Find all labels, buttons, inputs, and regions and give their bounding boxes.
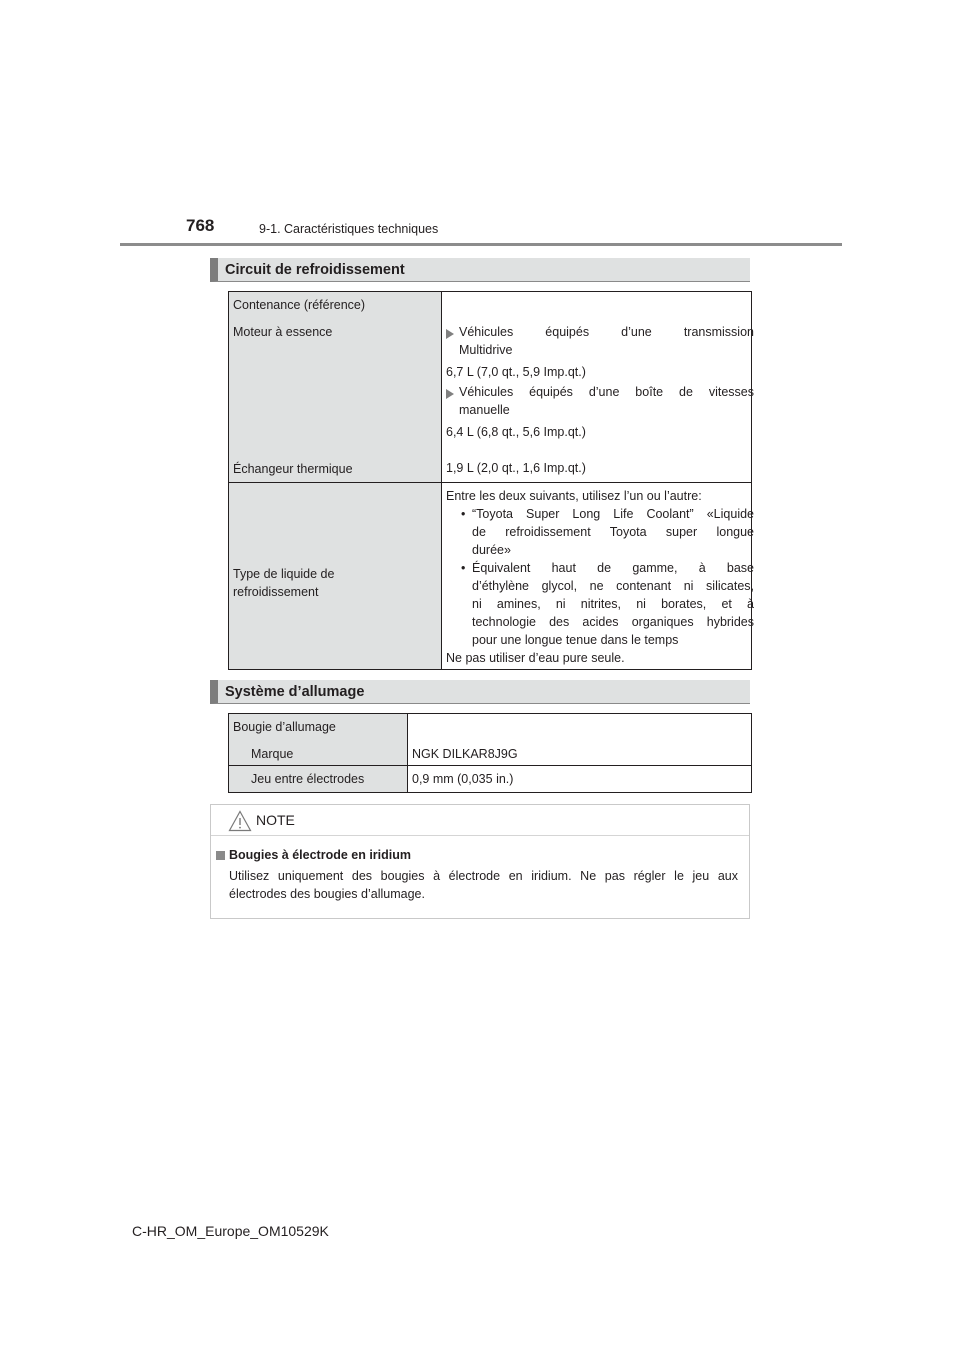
table-row [229, 714, 752, 766]
gap-value: 0,9 mm (0,035 in.) [412, 772, 514, 786]
cvt-line1: Véhicules équipés d’une transmission [459, 325, 754, 339]
coolant-intro: Entre les deux suivants, utilisez l’un ou l’autre: [446, 489, 702, 503]
coolant-opt2-line3: ni amines, ni nitrites, ni borates, et à [472, 597, 754, 611]
coolant-opt1-line2: de refroidissement Toyota super longue [472, 525, 754, 539]
cooling-section-heading: Circuit de refroidissement [210, 258, 750, 282]
coolant-opt1-line1: “Toyota Super Long Life Coolant” «Liquide [472, 507, 754, 521]
coolant-opt2-line1: Équivalent haut de gamme, à base [472, 561, 754, 575]
coolant-warning: Ne pas utiliser d’eau pure seule. [446, 651, 625, 665]
engine-label: Moteur à essence [233, 325, 333, 339]
gap-value-cell [408, 766, 752, 793]
header-divider [120, 243, 842, 246]
document-code: C-HR_OM_Europe_OM10529K [132, 1223, 329, 1239]
note-header [211, 805, 749, 836]
note-text-line1: Utilisez uniquement des bougies à électrode en iridium. Ne pas régler le jeu aux [229, 869, 738, 883]
page-number: 768 [186, 216, 215, 235]
brand-value: NGK DILKAR8J9G [412, 747, 518, 761]
triangle-bullet-icon [446, 329, 454, 339]
coolant-opt2-line2: d’éthylène glycol, ne contenant ni silicates, [472, 579, 754, 593]
warning-icon [228, 810, 252, 832]
coolant-opt2-line4: technologie des acides organiques hybrides [472, 615, 754, 629]
bullet-dot-icon: • [461, 507, 466, 521]
section-title: 9-1. Caractéristiques techniques [259, 222, 439, 236]
cvt-value: 6,7 L (7,0 qt., 5,9 Imp.qt.) [446, 365, 586, 379]
brand-label: Marque [251, 747, 294, 761]
mt-line2: manuelle [459, 403, 510, 417]
note-title: NOTE [256, 812, 295, 828]
note-box [210, 804, 750, 919]
table-row [229, 766, 752, 793]
coolant-type-label-cell [229, 483, 442, 670]
coolant-type-label-line1: Type de liquide de [233, 567, 335, 581]
cooling-spec-table [228, 291, 752, 670]
coolant-opt1-line3: durée» [472, 543, 511, 557]
table-row [229, 483, 752, 670]
mt-value: 6,4 L (6,8 qt., 5,6 Imp.qt.) [446, 425, 586, 439]
note-text-line2: électrodes des bougies d’allumage. [229, 887, 425, 901]
cvt-line2: Multidrive [459, 343, 513, 357]
coolant-type-label-line2: refroidissement [233, 585, 319, 599]
mt-line1: Véhicules équipés d’une boîte de vitesses [459, 385, 754, 399]
brand-value-cell [408, 714, 752, 766]
ignition-spec-table [228, 713, 752, 793]
triangle-bullet-icon [446, 389, 454, 399]
gap-label: Jeu entre électrodes [251, 772, 365, 786]
note-subtitle: Bougies à électrode en iridium [229, 848, 411, 862]
capacity-label-cell [229, 292, 442, 483]
bullet-dot-icon: • [461, 561, 466, 575]
square-bullet-icon [216, 851, 225, 860]
capacity-label: Contenance (référence) [233, 298, 366, 312]
table-row [229, 292, 752, 483]
heat-exchanger-value: 1,9 L (2,0 qt., 1,6 Imp.qt.) [446, 461, 586, 475]
capacity-value-cell [442, 292, 752, 483]
heat-exchanger-label: Échangeur thermique [233, 462, 353, 476]
coolant-opt2-line5: pour une longue tenue dans le temps [472, 633, 679, 647]
gap-label-cell [229, 766, 408, 793]
ignition-section-heading: Système d’allumage [210, 680, 750, 704]
spark-plug-label: Bougie d’allumage [233, 720, 336, 734]
coolant-type-value-cell [442, 483, 752, 670]
spark-plug-label-cell [229, 714, 408, 766]
